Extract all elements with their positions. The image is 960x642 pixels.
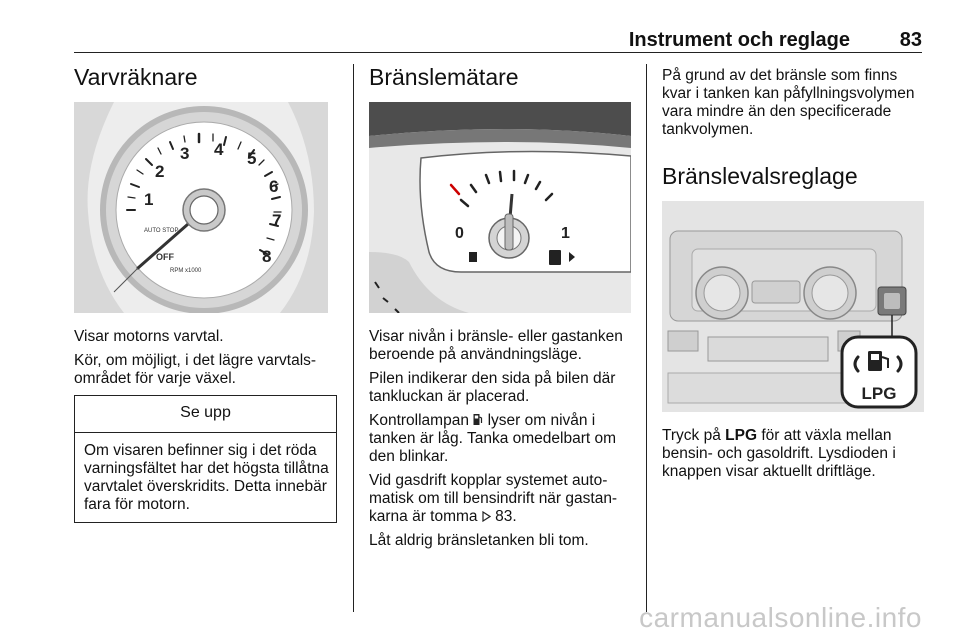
paragraph-fuel-3-start: Kontrollampan xyxy=(369,412,469,429)
section-heading-fuel-gauge: Bränslemätare xyxy=(369,64,519,90)
page-number: 83 xyxy=(899,29,922,51)
tach-unit-label: RPM x1000 xyxy=(170,268,202,274)
tach-number-5: 5 xyxy=(247,149,257,168)
paragraph-fuel-4-text: Vid gasdrift kopplar systemet auto-matisk om till bensindrift när gastan-karna är tomma xyxy=(369,472,618,525)
watermark: carmanualsonline.info xyxy=(639,602,922,633)
fuel-selector-figure xyxy=(662,201,924,412)
lpg-button-label: LPG xyxy=(861,384,897,403)
paragraph-fuel-1: Visar nivån i bränsle- eller gastanken beroende på användningsläge. xyxy=(369,328,623,363)
fuel-label-full: 1 xyxy=(561,225,570,242)
tach-auto-stop-label: AUTO STOP xyxy=(144,228,179,234)
paragraph-fuel-4 xyxy=(369,472,634,526)
tach-off-label: OFF xyxy=(156,252,174,262)
lpg-button-icon xyxy=(662,201,924,412)
section-heading-tachometer: Varvräknare xyxy=(74,64,198,90)
caution-box xyxy=(74,395,337,523)
lpg-bold-label: LPG xyxy=(725,427,758,444)
paragraph-lpg xyxy=(662,427,927,481)
tach-number-8: 8 xyxy=(262,247,272,266)
column-divider-2 xyxy=(646,64,647,612)
paragraph-lpg-start: Tryck på xyxy=(662,427,721,444)
paragraph-tach-1: Visar motorns varvtal. xyxy=(74,328,224,345)
fuel-gauge-icon xyxy=(369,102,631,313)
tachometer-icon xyxy=(74,102,328,313)
tachometer-figure xyxy=(74,102,328,313)
paragraph-tach-2: Kör, om möjligt, i det lägre varvtals-området för varje växel. xyxy=(74,352,317,387)
tach-number-4: 4 xyxy=(214,140,224,159)
tach-number-7: 7 xyxy=(272,211,282,230)
fuel-gauge-figure xyxy=(369,102,631,313)
paragraph-fuel-5: Låt aldrig bränsletanken bli tom. xyxy=(369,532,589,549)
cross-reference-arrow-icon xyxy=(482,511,491,522)
fuel-label-empty: 0 xyxy=(455,225,464,242)
section-heading-fuel-selector: Bränslevalsreglage xyxy=(662,163,858,189)
caution-body: Om visaren befinner sig i det röda varningsfältet har det högsta tillåtna varvtalet överskridits. Detta innebär fara för motorn. xyxy=(84,442,329,513)
tach-number-1: 1 xyxy=(144,190,154,209)
tach-number-6: 6 xyxy=(269,177,279,196)
tach-number-3: 3 xyxy=(180,144,190,163)
paragraph-fuel-2: Pilen indikerar den sida på bilen där tankluckan är placerad. xyxy=(369,370,616,405)
column-divider-1 xyxy=(353,64,354,612)
header-rule xyxy=(74,52,922,53)
column-1 xyxy=(74,64,339,523)
fuel-pump-icon xyxy=(473,413,483,426)
paragraph-lpg-end: för att växla mellan bensin- och gasoldrift. Lysdioden i knappen visar aktuellt driftläge. xyxy=(662,427,896,480)
cross-reference-page[interactable]: 83. xyxy=(495,508,517,525)
paragraph-fuel-3-end: lyser om nivån i tanken är låg. Tanka omedelbart om den blinkar. xyxy=(369,412,617,465)
paragraph-fuel-intro: På grund av det bränsle som finns kvar i tanken kan påfyllningsvolymen vara mindre än den specificerade tankvolymen. xyxy=(662,67,915,138)
paragraph-fuel-3 xyxy=(369,412,634,466)
caution-title: Se upp xyxy=(75,396,336,433)
column-2 xyxy=(369,64,634,556)
tach-number-2: 2 xyxy=(155,162,165,181)
column-3 xyxy=(662,67,927,481)
running-header-title: Instrument och reglage xyxy=(628,29,850,51)
